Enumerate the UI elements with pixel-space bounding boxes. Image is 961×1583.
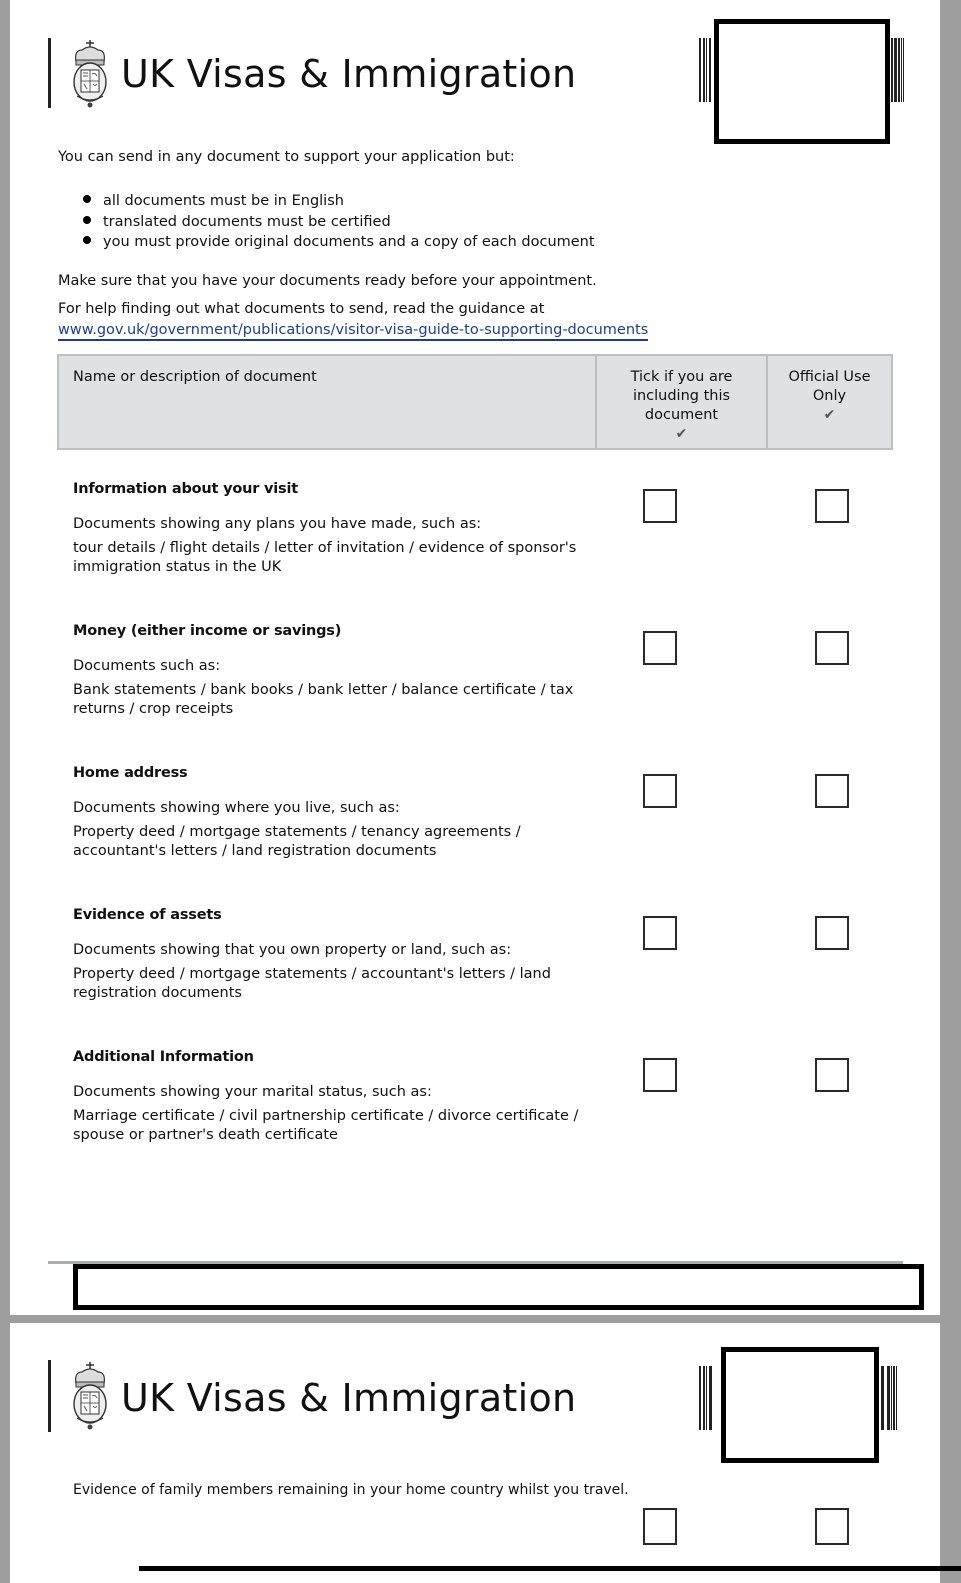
footer-reference-box: [73, 1264, 924, 1310]
section-examples: Marriage certificate / civil partnership certificate / divorce certificate / spouse or partner's death certificate: [73, 1108, 579, 1143]
logo-divider-bar: [48, 1360, 51, 1432]
section-intro: Documents showing that you own property or land, such as:: [73, 942, 512, 958]
applicant-checkbox-visit[interactable]: [643, 489, 677, 523]
column-header-official: Official Use Only ✔: [766, 356, 891, 448]
section-title: Home address: [73, 765, 188, 781]
section-intro: Documents showing where you live, such as:: [73, 800, 400, 816]
requirements-list: [58, 191, 595, 253]
column-header-tick: Tick if you are including this document ✔: [595, 356, 766, 448]
brand-title: UK Visas & Immigration: [121, 1376, 577, 1420]
section-examples: Property deed / mortgage statements / accountant's letters / land registration documents: [73, 966, 551, 1001]
bullet-icon: [83, 195, 91, 203]
official-checkbox-additional[interactable]: [815, 1058, 849, 1092]
section-intro: Documents such as:: [73, 658, 221, 674]
official-checkbox-home-address[interactable]: [815, 774, 849, 808]
checkmark-icon: ✔: [823, 407, 836, 423]
help-text: For help finding out what documents to send, read the guidance at: [58, 301, 545, 317]
barcode-left: [699, 38, 712, 102]
royal-coat-of-arms-icon: [68, 38, 112, 110]
applicant-checkbox-family[interactable]: [643, 1508, 677, 1545]
document-page-2: [10, 1323, 940, 1583]
official-checkbox-family[interactable]: [815, 1508, 849, 1545]
applicant-checkbox-additional[interactable]: [643, 1058, 677, 1092]
bullet-icon: [83, 216, 91, 224]
barcode-right: [879, 1366, 901, 1430]
section-intro: Documents showing your marital status, such as:: [73, 1084, 432, 1100]
official-checkbox-assets[interactable]: [815, 916, 849, 950]
section-examples: Bank statements / bank books / bank letter / balance certificate / tax returns / crop receipts: [73, 682, 574, 717]
brand-title: UK Visas & Immigration: [121, 52, 577, 96]
barcode-right: [891, 38, 905, 102]
applicant-checkbox-assets[interactable]: [643, 916, 677, 950]
checkmark-icon: ✔: [675, 426, 688, 442]
document-section-visit: [73, 479, 603, 577]
logo-divider-bar: [48, 38, 51, 108]
section-title: Money (either income or savings): [73, 623, 342, 639]
column-header-name: Name or description of document: [73, 369, 317, 385]
section-title: Evidence of assets: [73, 907, 222, 923]
requirement-item: translated documents must be certified: [58, 212, 595, 233]
page-edge-strip: [139, 1566, 961, 1571]
official-checkbox-visit[interactable]: [815, 489, 849, 523]
document-section-money: [73, 621, 603, 719]
intro-lead: You can send in any document to support your application but:: [58, 149, 515, 165]
bullet-icon: [83, 236, 91, 244]
section-intro: Documents showing any plans you have made, such as:: [73, 516, 482, 532]
section-examples: Property deed / mortgage statements / tenancy agreements / accountant's letters / land registration documents: [73, 824, 521, 859]
document-section-assets: [73, 905, 603, 1003]
royal-coat-of-arms-icon: [68, 1360, 112, 1432]
applicant-checkbox-home-address[interactable]: [643, 774, 677, 808]
document-section-additional: [73, 1047, 603, 1145]
reference-box: [714, 19, 890, 144]
barcode-left: [699, 1366, 721, 1430]
family-evidence-text: Evidence of family members remaining in your home country whilst you travel.: [73, 1482, 629, 1498]
section-title: Additional Information: [73, 1049, 254, 1065]
requirement-item: all documents must be in English: [58, 191, 595, 212]
document-page-1: [10, 0, 940, 1315]
official-checkbox-money[interactable]: [815, 631, 849, 665]
ready-note: Make sure that you have your documents ready before your appointment.: [58, 273, 597, 289]
guidance-link[interactable]: www.gov.uk/government/publications/visitor-visa-guide-to-supporting-documents: [58, 322, 648, 341]
document-section-home-address: [73, 763, 603, 861]
section-title: Information about your visit: [73, 481, 298, 497]
requirement-item: you must provide original documents and a copy of each document: [58, 232, 595, 253]
reference-box: [721, 1347, 879, 1463]
documents-table-header: [57, 354, 893, 450]
applicant-checkbox-money[interactable]: [643, 631, 677, 665]
section-examples: tour details / flight details / letter of invitation / evidence of sponsor's immigration status in the UK: [73, 540, 577, 575]
